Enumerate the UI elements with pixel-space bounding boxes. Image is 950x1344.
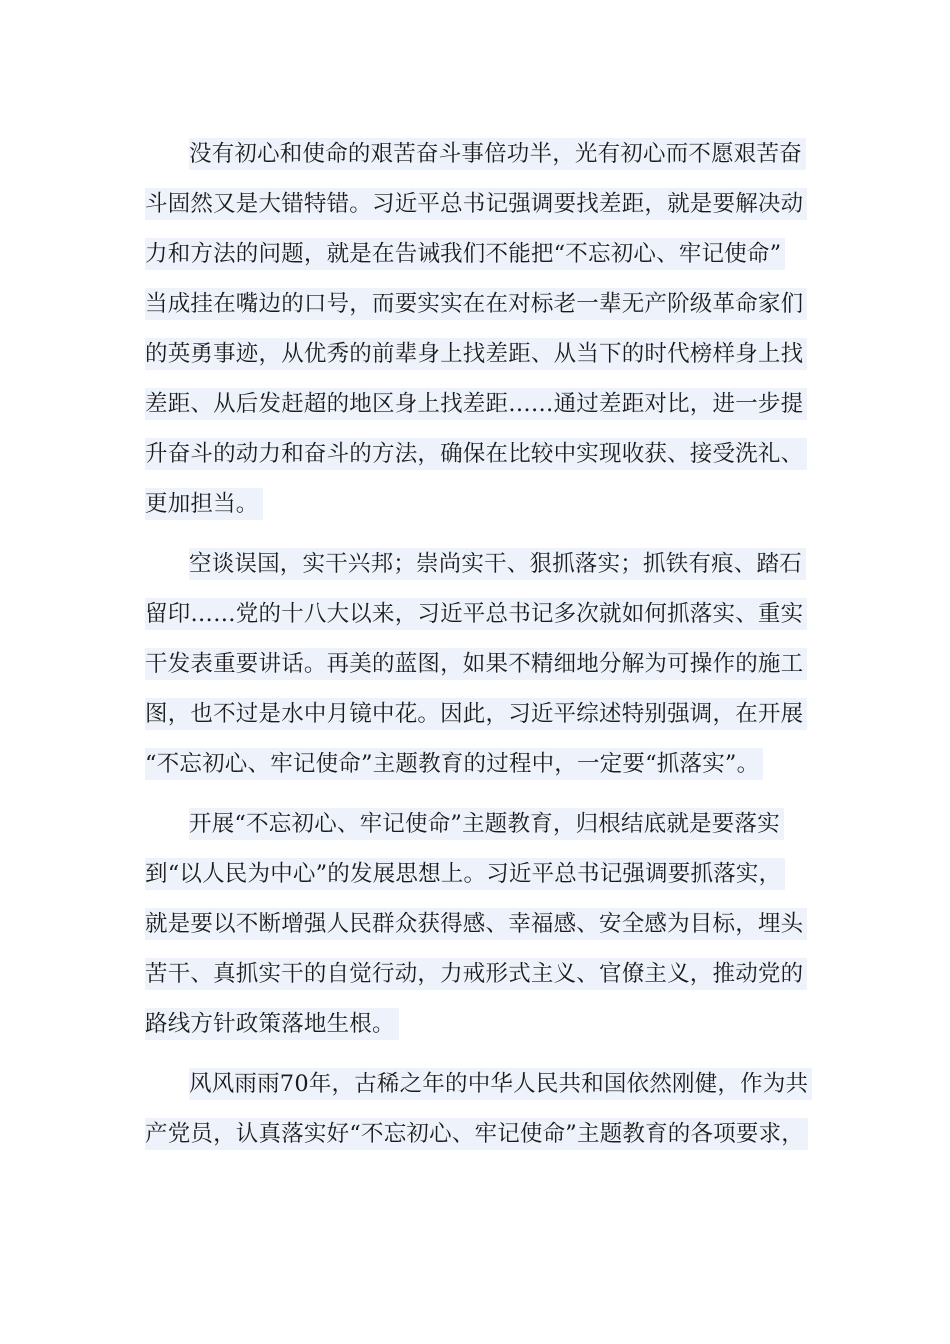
text-line: 开展“不忘初心、牢记使命”主题教育，归根结底就是要落实 [145,799,825,849]
text-line: 路线方针政策落地生根。 [145,999,825,1049]
text-line: 产党员，认真落实好“不忘初心、牢记使命”主题教育的各项要求， [145,1109,825,1159]
document-body [145,129,825,1169]
paragraph-3 [145,799,825,1049]
text-line: 就是要以不断增强人民群众获得感、幸福感、安全感为目标，埋头 [145,899,825,949]
text-line: 到“以人民为中心”的发展思想上。习近平总书记强调要抓落实， [145,849,825,899]
paragraph-2 [145,539,825,789]
text-line: 风风雨雨70年，古稀之年的中华人民共和国依然刚健，作为共 [145,1059,825,1109]
paragraph-4 [145,1059,825,1159]
text-line: 没有初心和使命的艰苦奋斗事倍功半，光有初心而不愿艰苦奋 [145,129,825,179]
text-line: 留印……党的十八大以来，习近平总书记多次就如何抓落实、重实 [145,589,825,639]
text-line: 空谈误国，实干兴邦；崇尚实干、狠抓落实；抓铁有痕、踏石 [145,539,825,589]
text-line: 更加担当。 [145,479,825,529]
text-line: 图，也不过是水中月镜中花。因此，习近平综述特别强调，在开展 [145,689,825,739]
text-line: 升奋斗的动力和奋斗的方法，确保在比较中实现收获、接受洗礼、 [145,429,825,479]
text-line: 力和方法的问题，就是在告诫我们不能把“不忘初心、牢记使命” [145,229,825,279]
text-line: 斗固然又是大错特错。习近平总书记强调要找差距，就是要解决动 [145,179,825,229]
text-line: 差距、从后发赶超的地区身上找差距……通过差距对比，进一步提 [145,379,825,429]
text-line: 当成挂在嘴边的口号，而要实实在在对标老一辈无产阶级革命家们 [145,279,825,329]
text-line: “不忘初心、牢记使命”主题教育的过程中，一定要“抓落实”。 [145,739,825,789]
text-line: 的英勇事迹，从优秀的前辈身上找差距、从当下的时代榜样身上找 [145,329,825,379]
paragraph-1 [145,129,825,529]
text-line: 干发表重要讲话。再美的蓝图，如果不精细地分解为可操作的施工 [145,639,825,689]
text-line: 苦干、真抓实干的自觉行动，力戒形式主义、官僚主义，推动党的 [145,949,825,999]
